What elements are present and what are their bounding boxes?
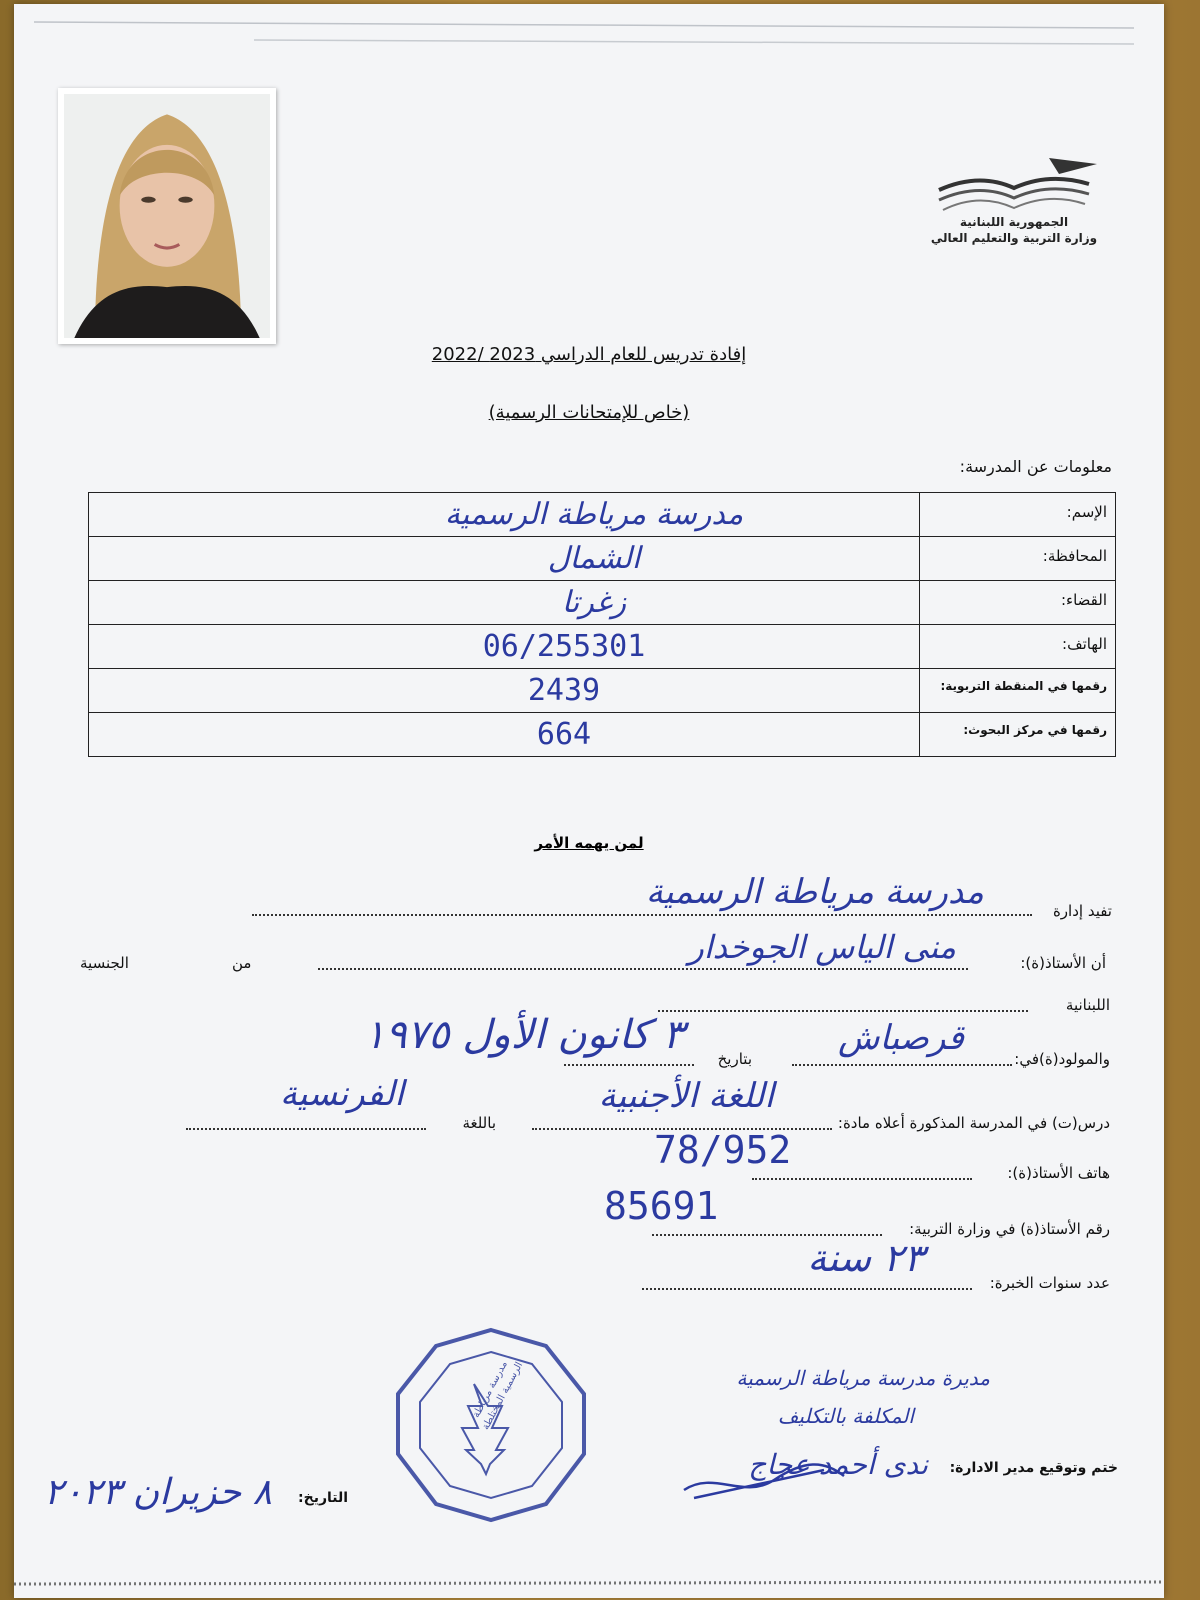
table-row xyxy=(89,493,1116,537)
table-row xyxy=(89,669,1116,713)
stamp-signature-label: ختم وتوقيع مدير الادارة: xyxy=(949,1460,1118,1476)
language-dots xyxy=(186,1116,426,1134)
date-value: ٨ حزيران ٢٠٢٣ xyxy=(44,1472,273,1513)
born-label: والمولود(ة)في: xyxy=(1014,1050,1110,1068)
document-title: إفادة تدريس للعام الدراسي 2023 /2022 xyxy=(431,344,747,365)
teacher-phone-label: هاتف الأستاذ(ة): xyxy=(1007,1164,1110,1182)
school-info-table xyxy=(88,492,1116,757)
birth-date-value: ٣ كانون الأول ١٩٧٥ xyxy=(363,1012,684,1058)
open-book-icon xyxy=(929,154,1099,214)
region-number-value: 2439 xyxy=(89,669,920,713)
declares-label: تفيد إدارة xyxy=(1052,902,1112,920)
research-number-label: رقمها في مركز البحوث: xyxy=(920,713,1116,757)
director-line-1: مديرة مدرسة مرياطة الرسمية xyxy=(736,1366,990,1390)
nationality-label: الجنسية xyxy=(80,954,129,972)
ministry-name: وزارة التربية والتعليم العالي xyxy=(930,231,1098,245)
ministry-number-label: رقم الأستاذ(ة) في وزارة التربية: xyxy=(909,1220,1110,1238)
document-paper xyxy=(14,4,1164,1598)
teacher-label: أن الأستاذ(ة): xyxy=(1020,954,1106,972)
research-number-value: 664 xyxy=(89,713,920,757)
experience-value: ٢٣ سنة xyxy=(807,1236,924,1280)
table-row xyxy=(89,625,1116,669)
phone-value: 06/255301 xyxy=(89,625,920,669)
declares-value: مدرسة مرياطة الرسمية xyxy=(645,872,984,912)
school-name-label: الإسم: xyxy=(920,493,1116,537)
director-line-2: المكلفة بالتكليف xyxy=(777,1404,914,1428)
teacher-phone-value: 78/952 xyxy=(654,1128,792,1172)
birth-date-label: بتاريخ xyxy=(717,1050,752,1068)
language-label: باللغة xyxy=(462,1114,496,1132)
table-row xyxy=(89,581,1116,625)
phone-label: الهاتف: xyxy=(920,625,1116,669)
ministry-logo xyxy=(914,154,1114,264)
ministry-number-value: 85691 xyxy=(604,1184,719,1228)
table-row xyxy=(89,537,1116,581)
subject-value: اللغة الأجنبية xyxy=(598,1076,774,1116)
region-number-label: رقمها في المنقطة التربوية: xyxy=(920,669,1116,713)
stamp-school-text: مدرسة مرياطة الرسمية المختلطة xyxy=(470,1359,526,1432)
governorate-label: المحافظة: xyxy=(920,537,1116,581)
to-whom-heading: لمن يهمه الأمر xyxy=(534,834,644,852)
governorate-value: الشمال xyxy=(89,537,920,581)
teacher-photo xyxy=(58,88,276,344)
republic-name: الجمهورية اللبنانية xyxy=(959,215,1069,229)
language-value: الفرنسية xyxy=(279,1074,404,1114)
experience-label: عدد سنوات الخبرة: xyxy=(989,1274,1110,1292)
nationality-dots xyxy=(658,998,1028,1016)
from-label: من xyxy=(232,954,252,972)
director-name: ندى أحمد عجاج xyxy=(748,1448,928,1481)
paper-top-lines xyxy=(14,18,1164,48)
date-label: التاريخ: xyxy=(298,1490,349,1506)
table-row xyxy=(89,713,1116,757)
teacher-name-value: منى الياس الجوخدار xyxy=(688,928,956,966)
district-label: القضاء: xyxy=(920,581,1116,625)
director-signature xyxy=(674,1450,854,1510)
taught-label: درس(ت) في المدرسة المذكورة أعلاه مادة: xyxy=(837,1114,1110,1132)
school-info-heading: معلومات عن المدرسة: xyxy=(959,457,1112,476)
document-subtitle: (خاص للإمتحانات الرسمية) xyxy=(488,402,690,423)
nationality-value: اللبنانية xyxy=(1065,996,1110,1014)
birthplace-value: قرصباش xyxy=(837,1018,964,1058)
district-value: زغرتا xyxy=(89,581,920,625)
school-name-value: مدرسة مرياطة الرسمية xyxy=(89,493,920,537)
paper-bottom-edge xyxy=(14,1564,1164,1594)
